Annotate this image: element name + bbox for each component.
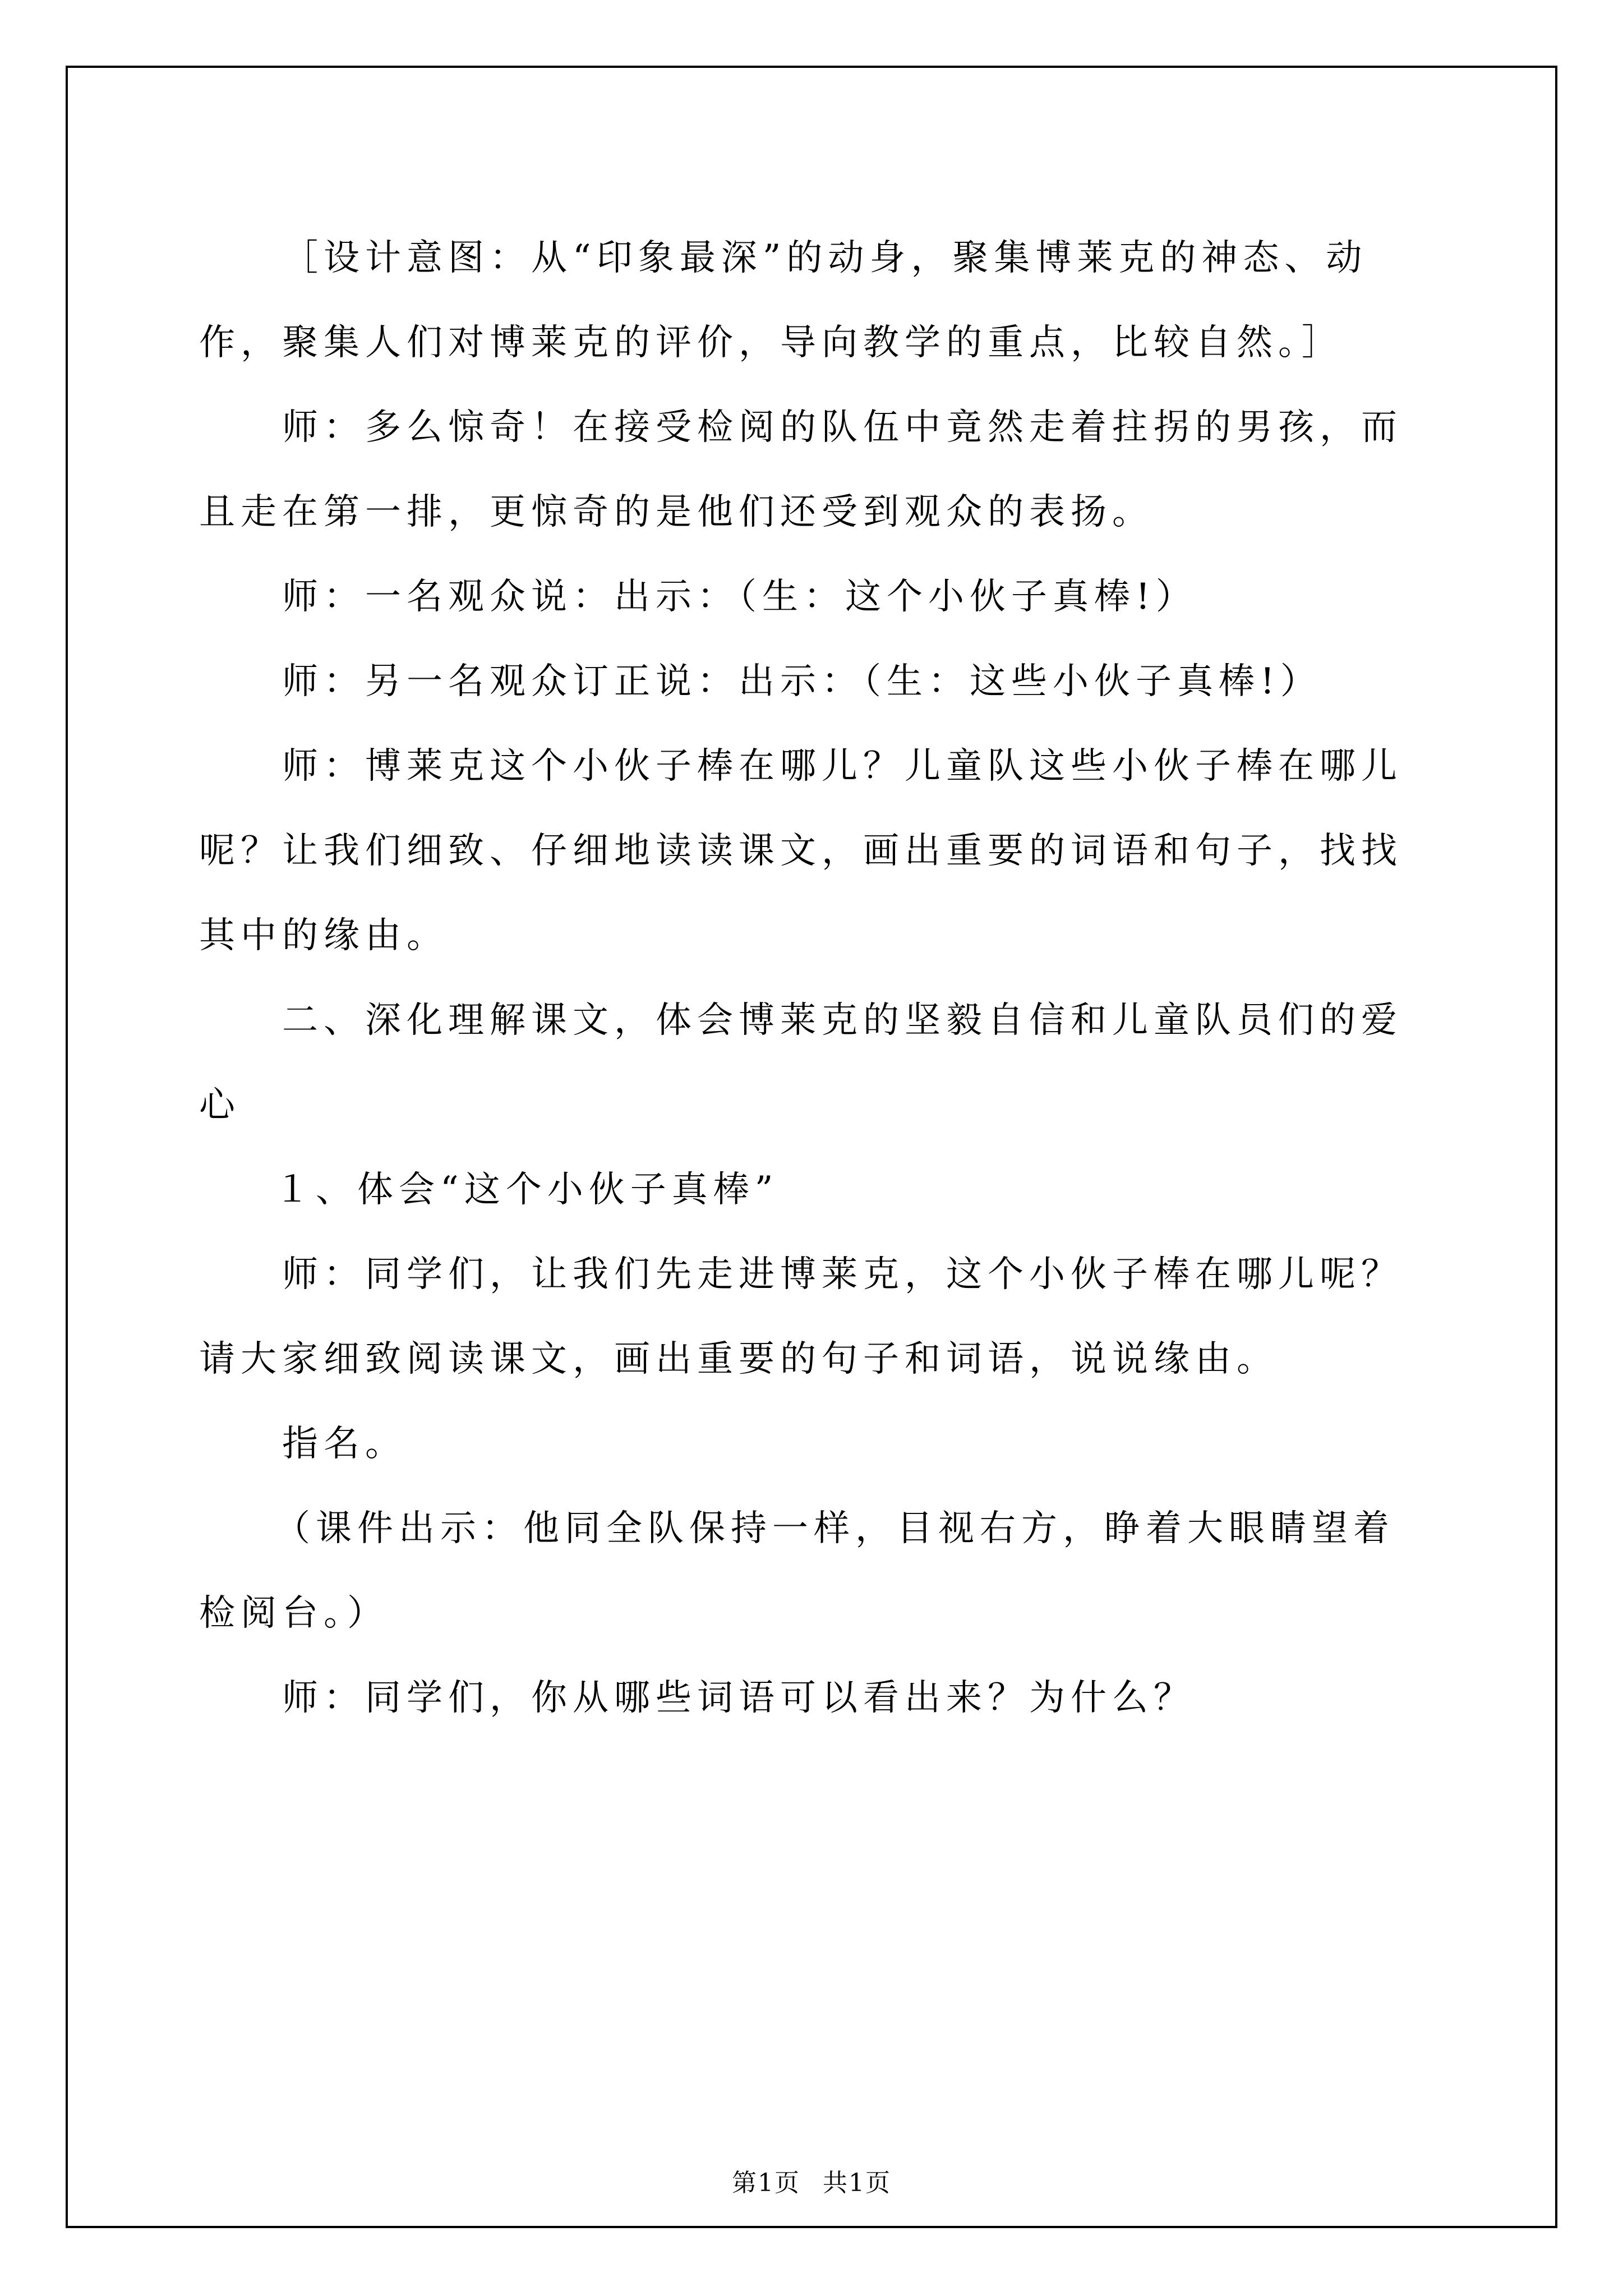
paragraph-courseware-display: （课件出示：他同全队保持一样，目视右方，睁着大眼睛望着检阅台。） bbox=[199, 1508, 1395, 1634]
section-heading-two: 二、深化理解课文，体会博莱克的坚毅自信和儿童队员们的爱心 bbox=[199, 1000, 1403, 1126]
paragraph-teacher-surprise: 师：多么惊奇！在接受检阅的队伍中竟然走着拄拐的男孩，而且走在第一排，更惊奇的是他们还受到观众的表扬。 bbox=[199, 407, 1403, 533]
paragraph-design-intent: ［设计意图：从“印象最深”的动身，聚集博莱克的神态、动作，聚集人们对博莱克的评价，导向教学的重点，比较自然。］ bbox=[199, 237, 1368, 364]
page-number-current: 第1页 bbox=[732, 2169, 800, 2197]
paragraph-teacher-question: 师：博莱克这个小伙子棒在哪儿？儿童队这些小伙子棒在哪儿呢？让我们细致、仔细地读读课文，画出重要的词语和句子，找找其中的缘由。 bbox=[199, 746, 1403, 956]
paragraph-audience-one: 师：一名观众说：出示：（生：这个小伙子真棒!） bbox=[282, 576, 1197, 618]
paragraph-call-name: 指名。 bbox=[282, 1423, 407, 1465]
subsection-heading-one: １、体会“这个小伙子真棒” bbox=[274, 1169, 779, 1211]
paragraph-teacher-instruction: 师：同学们，让我们先走进博莱克，这个小伙子棒在哪儿呢？请大家细致阅读课文，画出重要的句子和词语，说说缘由。 bbox=[199, 1254, 1403, 1380]
page-footer bbox=[0, 2166, 1623, 2200]
document-body bbox=[199, 216, 1430, 1741]
paragraph-teacher-why: 师：同学们，你从哪些词语可以看出来？为什么？ bbox=[282, 1677, 1195, 1719]
page-number-total: 共1页 bbox=[823, 2169, 891, 2197]
paragraph-audience-two: 师：另一名观众订正说：出示：（生：这些小伙子真棒!） bbox=[282, 661, 1322, 702]
